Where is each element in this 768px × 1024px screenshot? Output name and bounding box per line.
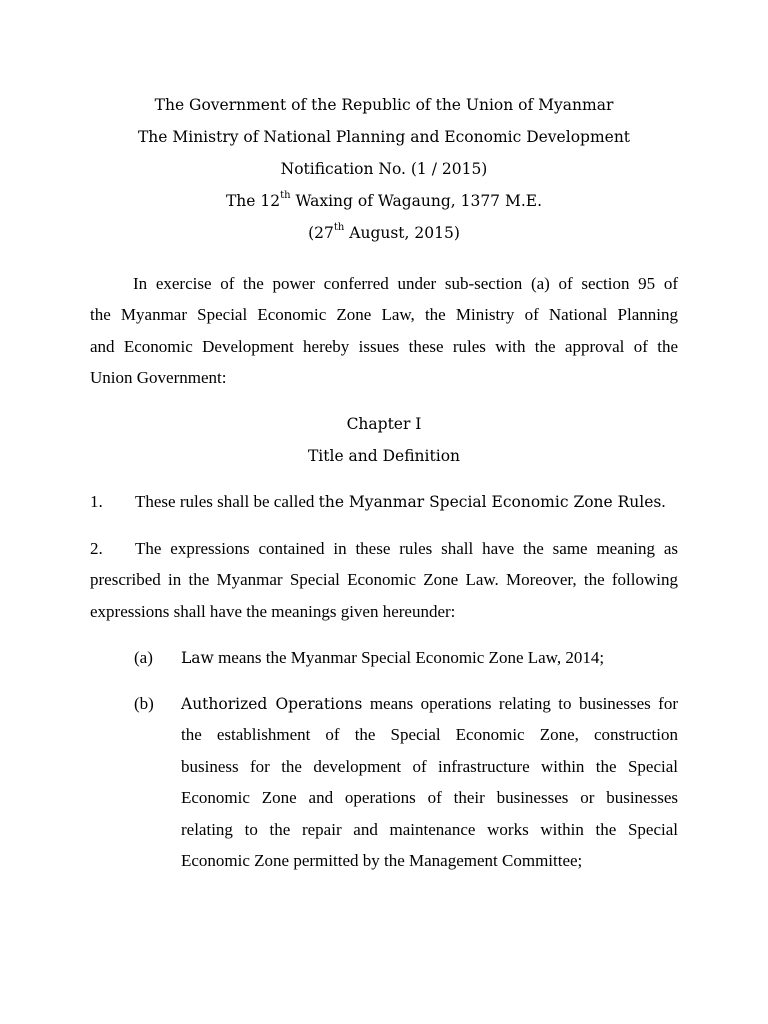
gregorian-date-day: (27 (308, 224, 334, 242)
definition-a-text (181, 648, 604, 668)
definition-b-line: Economic Zone and operations of their businesses or businesses (181, 788, 678, 808)
rule-2-paragraph (90, 539, 678, 633)
definition-a-term: Law (181, 649, 214, 667)
rule-1-number: 1. (90, 492, 103, 511)
definition-b-line (181, 694, 678, 725)
preamble-line: the Myanmar Special Economic Zone Law, the Ministry of National Planning (90, 305, 678, 325)
rule-1-text-post: . (661, 492, 666, 511)
gregorian-date-rest: August, 2015) (344, 224, 460, 242)
definition-a-meaning: means the Myanmar Special Economic Zone Law, 2014; (213, 648, 605, 667)
heading-government: The Government of the Republic of the Union of Myanmar (154, 96, 614, 114)
preamble-line: and Economic Development hereby issues these rules with the approval of the (90, 336, 678, 356)
rule-2-number: 2. (90, 539, 103, 558)
heading-ministry: The Ministry of National Planning and Economic Development (137, 128, 631, 146)
preamble-line: In exercise of the power conferred under sub-section (a) of section 95 of (133, 274, 678, 293)
myanmar-date-rest: Waxing of Wagaung, 1377 M.E. (290, 192, 543, 210)
definition-b-line: business for the development of infrastructure within the Special (181, 756, 678, 776)
definition-b-label: (b) (134, 694, 154, 713)
definition-b-line: Economic Zone permitted by the Management Committee; (181, 850, 583, 870)
rule-1-text (135, 492, 666, 512)
definition-b-term: Authorized Operations (181, 695, 363, 713)
chapter-number: Chapter I (346, 415, 422, 433)
myanmar-date-day: The 12 (225, 192, 281, 210)
rule-1-text-pre: These rules shall be called (135, 492, 319, 511)
heading-myanmar-date (0, 191, 768, 211)
rule-2-line: expressions shall have the meanings given hereunder: (90, 601, 456, 621)
definition-b-paragraph (181, 694, 678, 882)
heading-gregorian-date (0, 223, 768, 243)
preamble-paragraph (90, 274, 678, 400)
gregorian-date-ordinal: th (333, 221, 345, 233)
rule-2-line: prescribed in the Myanmar Special Economic Zone Law. Moreover, the following (90, 570, 678, 590)
chapter-title: Title and Definition (307, 447, 461, 465)
definition-b-line: relating to the repair and maintenance works within the Special (181, 819, 678, 839)
definition-b-meaning-start: means operations relating to businesses for (362, 694, 678, 713)
definition-b-line: the establishment of the Special Economic Zone, construction (181, 725, 678, 745)
myanmar-date-ordinal: th (280, 189, 291, 201)
rule-1-rules-name: the Myanmar Special Economic Zone Rules (318, 493, 662, 511)
rule-2-line: The expressions contained in these rules shall have the same meaning as (135, 539, 678, 558)
heading-notification-number: Notification No. (1 / 2015) (280, 160, 488, 178)
preamble-line: Union Government: (90, 368, 227, 388)
definition-a-label: (a) (134, 648, 153, 667)
